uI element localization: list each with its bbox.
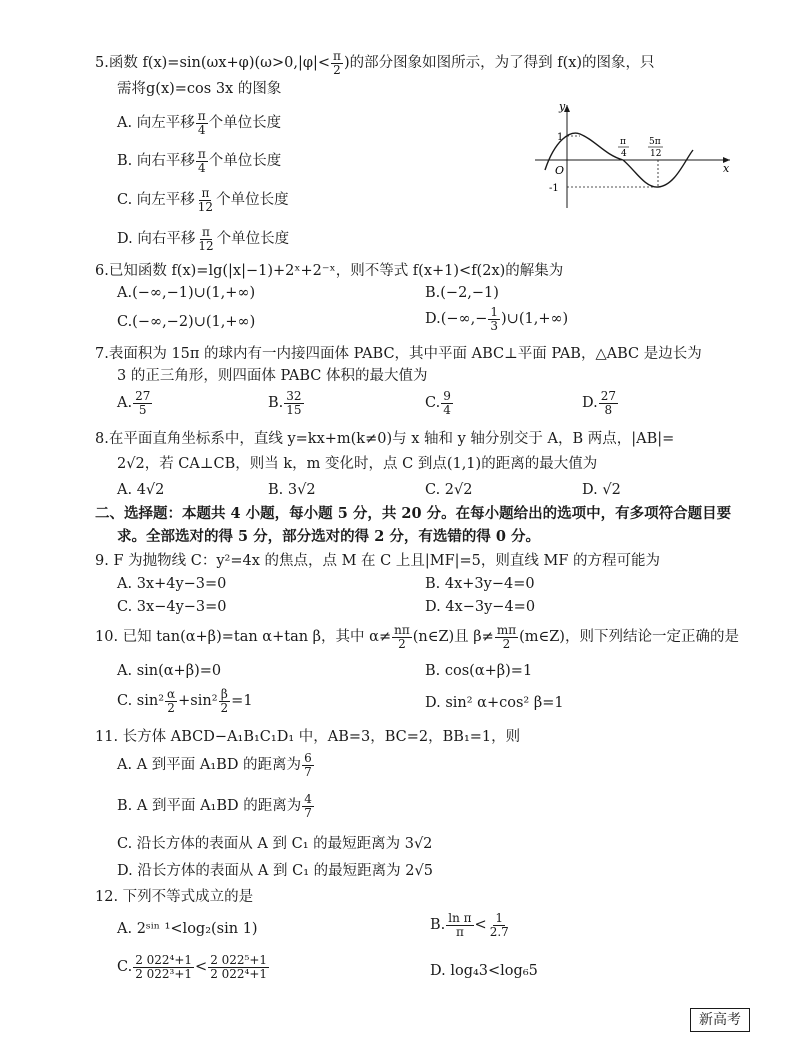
graph-origin-label: O xyxy=(555,164,565,177)
q9-option-b: B. 4x+3y−4=0 xyxy=(425,576,535,592)
section2-header-line-2: 求。全部选对的得 5 分，部分选对的得 2 分，有选错的得 0 分。 xyxy=(117,528,541,545)
q7-a-pre: A. xyxy=(117,395,133,412)
q6-d-post: )∪(1,+∞) xyxy=(501,311,569,328)
q12-option-b xyxy=(430,912,512,938)
q5-b-num: π xyxy=(197,147,206,161)
q12-c-den1: 2 022³+1 xyxy=(135,966,193,981)
q7-a-num: 27 xyxy=(135,389,151,403)
section2-header-line-1: 二、选择题：本题共 4 小题，每小题 5 分，共 20 分。在每小题给出的选项中，有多项符合题目要 xyxy=(95,505,732,522)
q7-option-a xyxy=(117,390,153,416)
graph-tick-one: 1 xyxy=(557,132,564,143)
q10-m-frac xyxy=(495,624,518,650)
q5-b-den: 4 xyxy=(198,160,206,175)
q8-option-d: D. √2 xyxy=(582,482,621,498)
graph-tick-neg-one: -1 xyxy=(549,183,559,194)
q11-a-den: 7 xyxy=(304,764,312,779)
q7-option-c xyxy=(425,390,454,416)
q6-d-pre: D.(−∞,− xyxy=(425,311,488,328)
q5-b-frac xyxy=(196,148,208,174)
q7-a-frac xyxy=(133,390,152,416)
q10-option-a: A. sin(α+β)=0 xyxy=(117,663,222,679)
q5-d-post: 个单位长度 xyxy=(216,231,290,248)
q8-option-c: C. 2√2 xyxy=(425,482,473,498)
q12-c-num1: 2 022⁴+1 xyxy=(135,953,193,967)
q5-c-pre: C. 向左平移 xyxy=(117,192,195,209)
q5-a-pre: A. 向左平移 xyxy=(117,115,195,132)
q12-c-frac1 xyxy=(133,954,194,980)
q9-stem: 9. F 为抛物线 C：y²=4x 的焦点，点 M 在 C 上且|MF|=5，则直线 MF 的方程可能为 xyxy=(95,553,661,569)
q5-option-a xyxy=(117,110,281,136)
q7-option-b xyxy=(268,390,305,416)
q11-option-b xyxy=(117,793,315,819)
q10-c-den1: 2 xyxy=(167,700,175,715)
q10-c-frac2 xyxy=(219,688,231,714)
q10-c-num2: β xyxy=(220,687,228,701)
q10-c-frac1 xyxy=(165,688,177,714)
q11-b-pre: B. A 到平面 A₁BD 的距离为 xyxy=(117,798,302,815)
graph-y-label: y xyxy=(559,100,566,113)
footer-badge: 新高考 xyxy=(690,1008,750,1032)
q5-option-b xyxy=(117,148,281,174)
q5-b-post: 个单位长度 xyxy=(208,153,282,170)
q12-option-c xyxy=(117,954,270,980)
q11-b-num: 4 xyxy=(304,792,312,806)
q7-stem-line-1: 7.表面积为 15π 的球内有一内接四面体 PABC，其中平面 ABC⊥平面 PAB，△ABC 是边长为 xyxy=(95,346,702,362)
q10-option-b: B. cos(α+β)=1 xyxy=(425,663,533,679)
q12-b-frac1 xyxy=(446,912,473,938)
q5-cond-fraction xyxy=(331,50,343,76)
q10-m-num: mπ xyxy=(496,623,517,637)
q5-c-den: 12 xyxy=(197,199,214,214)
q10-option-c xyxy=(117,688,253,714)
q9-option-c: C. 3x−4y−3=0 xyxy=(117,599,227,615)
q7-b-pre: B. xyxy=(268,395,284,412)
q5-a-num: π xyxy=(197,109,206,123)
q7-c-num: 9 xyxy=(443,389,451,403)
q6-d-frac xyxy=(488,306,500,332)
q12-b-num2: 1 xyxy=(495,911,504,925)
q5-d-frac xyxy=(196,226,215,252)
q10-n-frac xyxy=(392,624,412,650)
q5-cond-pre: (ω>0,|φ|< xyxy=(254,55,331,72)
q5-b-pre: B. 向右平移 xyxy=(117,153,195,170)
q6-d-den: 3 xyxy=(490,318,499,333)
q5-c-frac xyxy=(196,187,215,213)
q10-c-den2: 2 xyxy=(220,700,229,715)
q6-d-num: 1 xyxy=(490,305,499,319)
q8-stem-line-1: 8.在平面直角坐标系中，直线 y=kx+m(k≠0)与 x 轴和 y 轴分别交于 A，B 两点，|AB|= xyxy=(95,431,675,447)
q5-stem-line-2: 需将g(x)=cos 3x 的图象 xyxy=(117,81,282,97)
q7-c-frac xyxy=(441,390,453,416)
q10-stem-mid: (n∈Z)且 β≠ xyxy=(412,629,494,646)
q11-stem: 11. 长方体 ABCD−A₁B₁C₁D₁ 中，AB=3，BC=2，BB₁=1，则 xyxy=(95,729,521,745)
q12-b-pre: B. xyxy=(430,917,446,934)
q7-a-den: 5 xyxy=(138,402,147,417)
q12-b-frac2 xyxy=(488,912,511,938)
q5-cond-post: )的部分图象如图所示，为了得到 f(x)的图象，只 xyxy=(343,55,655,72)
q7-d-frac xyxy=(599,390,618,416)
q5-d-den: 12 xyxy=(198,238,214,253)
q7-d-num: 27 xyxy=(600,389,616,403)
q10-c-mid: +sin² xyxy=(178,693,218,710)
q10-stem-post: (m∈Z)，则下列结论一定正确的是 xyxy=(519,629,739,646)
q10-c-pre: C. sin² xyxy=(117,693,165,710)
q6-option-d xyxy=(425,306,568,332)
q12-b-lt: < xyxy=(474,917,487,934)
q5-d-pre: D. 向右平移 xyxy=(117,231,196,248)
q12-c-lt: < xyxy=(195,959,208,976)
q11-a-num: 6 xyxy=(304,751,312,765)
q10-stem-pre: 10. 已知 tan(α+β)=tan α+tan β，其中 α≠ xyxy=(95,629,392,646)
q7-d-den: 8 xyxy=(604,402,613,417)
q10-c-post: =1 xyxy=(231,693,253,710)
q10-m-den: 2 xyxy=(502,636,511,651)
graph-xtick2-den: 12 xyxy=(650,149,662,159)
q12-b-den1: π xyxy=(455,924,464,939)
q12-c-pre: C. xyxy=(117,959,133,976)
q5-option-c xyxy=(117,187,289,213)
q5-cond-den: 2 xyxy=(333,62,341,77)
q6-option-c: C.(−∞,−2)∪(1,+∞) xyxy=(117,314,256,330)
q8-stem-line-2: 2√2，若 CA⊥CB，则当 k，m 变化时，点 C 到点(1,1)的距离的最大值为 xyxy=(117,456,598,472)
q10-option-d: D. sin² α+cos² β=1 xyxy=(425,695,564,711)
graph-x-label: x xyxy=(723,162,730,175)
q8-option-a: A. 4√2 xyxy=(117,482,165,498)
graph-xtick1-num: π xyxy=(620,137,626,147)
q5-c-post: 个单位长度 xyxy=(216,192,289,209)
q12-c-frac2 xyxy=(208,954,269,980)
q11-b-den: 7 xyxy=(304,805,312,820)
q9-option-d: D. 4x−3y−4=0 xyxy=(425,599,536,615)
q7-d-pre: D. xyxy=(582,395,598,412)
q12-option-a: A. 2ˢⁱⁿ ¹<log₂(sin 1) xyxy=(117,921,258,937)
q7-stem-line-2: 3 的正三角形，则四面体 PABC 体积的最大值为 xyxy=(117,368,428,384)
q9-option-a: A. 3x+4y−3=0 xyxy=(117,576,227,592)
q5-d-num: π xyxy=(202,225,210,239)
q10-c-num1: α xyxy=(167,687,176,701)
q12-stem: 12. 下列不等式成立的是 xyxy=(95,889,254,905)
q10-stem xyxy=(95,624,739,650)
q11-b-frac xyxy=(302,793,314,819)
q5-a-frac xyxy=(196,110,208,136)
q5-stem-line-1 xyxy=(95,50,655,76)
q12-option-d: D. log₄3<log₆5 xyxy=(430,963,538,979)
q6-option-b: B.(−2,−1) xyxy=(425,285,499,301)
q8-option-b: B. 3√2 xyxy=(268,482,316,498)
q10-n-num: nπ xyxy=(394,623,410,637)
graph-xtick1-den: 4 xyxy=(621,149,627,159)
q7-b-frac xyxy=(284,390,303,416)
q5-cond-num: π xyxy=(333,49,341,63)
q12-c-den2: 2 022⁴+1 xyxy=(210,966,268,981)
q11-a-frac xyxy=(302,752,314,778)
q12-c-num2: 2 022⁵+1 xyxy=(210,953,268,967)
q5-a-den: 4 xyxy=(197,122,206,137)
graph-xtick2-num: 5π xyxy=(649,137,661,147)
q7-b-num: 32 xyxy=(286,389,302,403)
q7-c-pre: C. xyxy=(425,395,441,412)
q5-sine-graph xyxy=(535,100,735,215)
q12-b-den2: 2.7 xyxy=(489,924,509,939)
q5-stem-a: 5.函数 f(x)=sin(ωx+φ) xyxy=(95,55,255,72)
q6-option-a: A.(−∞,−1)∪(1,+∞) xyxy=(117,285,256,301)
q11-option-d: D. 沿长方体的表面从 A 到 C₁ 的最短距离为 2√5 xyxy=(117,863,433,879)
q11-option-c: C. 沿长方体的表面从 A 到 C₁ 的最短距离为 3√2 xyxy=(117,836,433,852)
q10-n-den: 2 xyxy=(398,636,406,651)
q5-a-post: 个单位长度 xyxy=(208,115,282,132)
q12-b-num1: ln π xyxy=(448,911,472,925)
q7-b-den: 15 xyxy=(286,402,302,417)
q6-stem: 6.已知函数 f(x)=lg(|x|−1)+2ˣ+2⁻ˣ，则不等式 f(x+1)<f(2x)的解集为 xyxy=(95,263,564,279)
q11-a-pre: A. A 到平面 A₁BD 的距离为 xyxy=(117,757,302,774)
q5-c-num: π xyxy=(201,186,210,200)
q11-option-a xyxy=(117,752,315,778)
q7-option-d xyxy=(582,390,619,416)
q7-c-den: 4 xyxy=(443,402,451,417)
q5-option-d xyxy=(117,226,289,252)
